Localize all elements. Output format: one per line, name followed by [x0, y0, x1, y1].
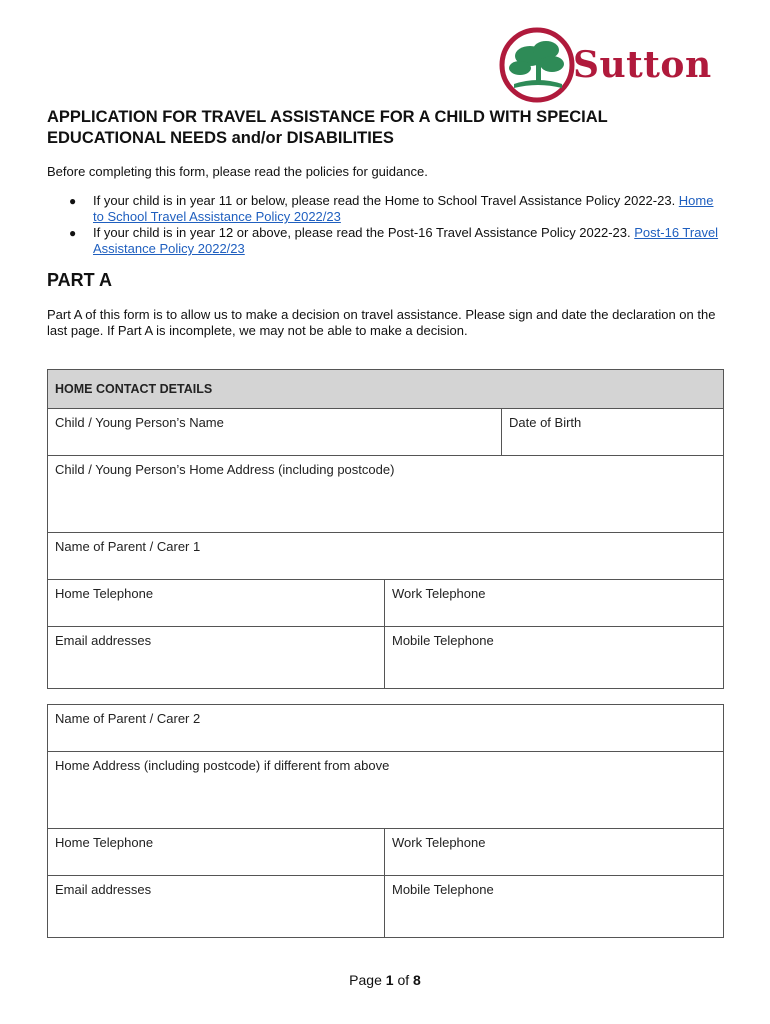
logo-wordmark: Sutton [573, 44, 712, 86]
home-telephone-field[interactable]: Home Telephone [48, 580, 385, 627]
part-a-description: Part A of this form is to allow us to make a decision on travel assistance. Please sign and date the declaration on the last page. If Part A is incomplete, we may not be able to make a decision. [47, 307, 716, 338]
home-contact-table [47, 369, 724, 689]
bullet-icon: ● [69, 194, 77, 208]
post-16-policy-link[interactable]: Post-16 Travel Assistance Policy 2022/23 [93, 225, 719, 256]
intro-text: Before completing this form, please read the policies for guidance. [47, 164, 428, 179]
total-pages: 8 [413, 972, 421, 988]
policy-list [47, 193, 727, 257]
bullet-icon: ● [69, 226, 77, 240]
carer-2-table [47, 704, 724, 938]
date-of-birth-field[interactable]: Date of Birth [502, 409, 724, 456]
carer-2-home-telephone-field[interactable]: Home Telephone [48, 829, 385, 876]
carer-2-mobile-telephone-field[interactable]: Mobile Telephone [385, 876, 724, 938]
carer-2-work-telephone-field[interactable]: Work Telephone [385, 829, 724, 876]
parent-carer-2-name-field[interactable]: Name of Parent / Carer 2 [48, 705, 724, 752]
bullet-text: If your child is in year 11 or below, please read the Home to School Travel Assistance Policy 2022-23. [93, 193, 679, 208]
list-item [47, 225, 727, 257]
document-title: APPLICATION FOR TRAVEL ASSISTANCE FOR A CHILD WITH SPECIAL EDUCATIONAL NEEDS and/or DISABILITIES [47, 108, 608, 147]
tree-icon [509, 41, 564, 88]
bullet-text: If your child is in year 12 or above, please read the Post-16 Travel Assistance Policy 2022-23. [93, 225, 635, 240]
page-of: of [393, 972, 414, 988]
carer-2-email-addresses-field[interactable]: Email addresses [48, 876, 385, 938]
list-item [47, 193, 727, 225]
page-number [0, 972, 770, 988]
email-addresses-field[interactable]: Email addresses [48, 627, 385, 689]
carer-2-home-address-field[interactable]: Home Address (including postcode) if different from above [48, 752, 724, 829]
current-page: 1 [385, 972, 394, 988]
section-header: HOME CONTACT DETAILS [48, 370, 724, 409]
child-home-address-field[interactable]: Child / Young Person’s Home Address (including postcode) [48, 456, 724, 533]
page-prefix: Page [349, 972, 386, 988]
work-telephone-field[interactable]: Work Telephone [385, 580, 724, 627]
mobile-telephone-field[interactable]: Mobile Telephone [385, 627, 724, 689]
child-name-field[interactable]: Child / Young Person’s Name [48, 409, 502, 456]
parent-carer-1-name-field[interactable]: Name of Parent / Carer 1 [48, 533, 724, 580]
home-to-school-policy-link[interactable]: Home to School Travel Assistance Policy 2022/23 [93, 193, 714, 224]
part-a-heading: PART A [47, 270, 112, 290]
